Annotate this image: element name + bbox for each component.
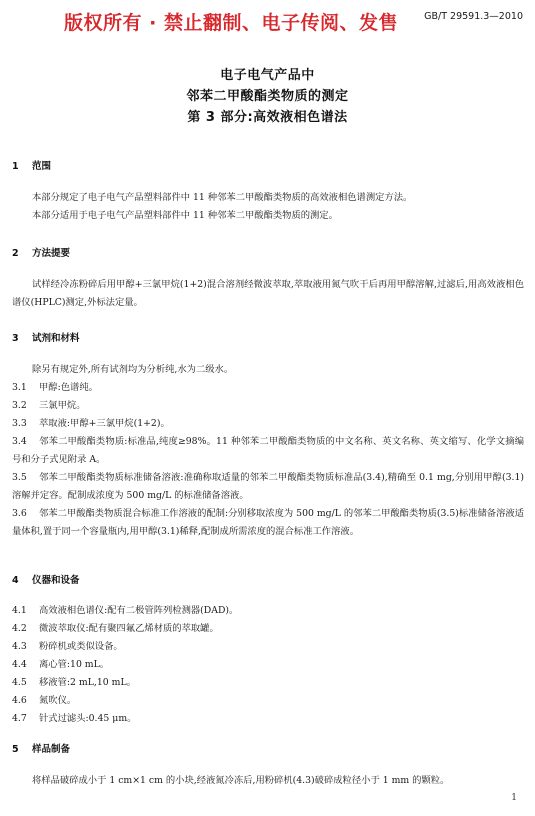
section-number: 1 — [12, 161, 19, 172]
list-item-3-3 — [12, 415, 524, 433]
standard-number: GB/T 29591.3—2010 — [424, 11, 523, 22]
section-5-heading — [12, 741, 70, 755]
item-text: 三氯甲烷。 — [39, 400, 86, 411]
item-text: 粉碎机或类似设备。 — [39, 641, 123, 652]
section-1-heading — [12, 158, 51, 172]
section-1-paragraph-1: 本部分规定了电子电气产品塑料部件中 11 种邻苯二甲酸酯类物质的高效液相色谱测定方法。 — [32, 192, 413, 203]
list-item-4-3 — [12, 638, 524, 656]
section-5-paragraph-1: 将样品破碎成小于 1 cm×1 cm 的小块,经液氮冷冻后,用粉碎机(4.3)破碎成粒径小于 1 mm 的颗粒。 — [32, 775, 450, 786]
section-1-paragraph-2: 本部分适用于电子电气产品塑料部件中 11 种邻苯二甲酸酯类物质的测定。 — [32, 210, 338, 221]
item-number: 3.5 — [12, 472, 27, 483]
item-text: 邻苯二甲酸酯类物质标准储备溶液:准确称取适量的邻苯二甲酸酯类物质标准品(3.4),精确至 0.1 mg,分别用甲醇(3.1)溶解并定容。配制成浓度为 500 mg/L 的标准储备溶液。 — [12, 472, 524, 501]
list-item-3-2 — [12, 397, 524, 415]
item-number: 3.1 — [12, 382, 27, 393]
title-line-3: 第 3 部分:高效液相色谱法 — [187, 110, 348, 125]
section-number: 5 — [12, 744, 19, 755]
list-item-4-6 — [12, 692, 524, 710]
section-3-heading — [12, 330, 80, 344]
item-text: 甲醇:色谱纯。 — [39, 382, 98, 393]
item-number: 4.1 — [12, 605, 27, 616]
list-item-3-1 — [12, 379, 524, 397]
section-4-heading — [12, 572, 80, 586]
section-title: 范围 — [32, 161, 52, 172]
section-2-heading — [12, 245, 70, 259]
list-item-4-4 — [12, 656, 524, 674]
list-item-4-5 — [12, 674, 524, 692]
list-item-3-4 — [12, 433, 524, 469]
item-text: 移液管:2 mL,10 mL。 — [39, 677, 136, 688]
item-text: 离心管:10 mL。 — [39, 659, 110, 670]
item-text: 高效液相色谱仪:配有二极管阵列检测器(DAD)。 — [39, 605, 239, 616]
list-item-3-5 — [12, 469, 524, 505]
item-number: 4.3 — [12, 641, 27, 652]
item-number: 3.2 — [12, 400, 27, 411]
item-number: 4.5 — [12, 677, 27, 688]
section-2-paragraph-1: 试样经冷冻粉碎后用甲醇+三氯甲烷(1+2)混合溶剂经微波萃取,萃取液用氮气吹干后再用甲醇溶解,过滤后,用高效液相色谱仪(HPLC)测定,外标法定量。 — [12, 279, 524, 308]
item-text: 微波萃取仪:配有聚四氟乙烯材质的萃取罐。 — [39, 623, 219, 634]
section-3-paragraph-1: 除另有规定外,所有试剂均为分析纯,水为二级水。 — [32, 364, 234, 375]
list-item-3-6 — [12, 505, 524, 541]
list-item-4-7 — [12, 710, 524, 728]
item-number: 4.6 — [12, 695, 27, 706]
section-title: 仪器和设备 — [32, 575, 80, 586]
item-text: 邻苯二甲酸酯类物质混合标准工作溶液的配制:分别移取浓度为 500 mg/L 的邻苯二甲酸酯类物质(3.5)标准储备溶液适量体积,置于同一个容量瓶内,用甲醇(3.1)稀释,配制成所需浓度的混合标准工作溶液。 — [12, 508, 524, 537]
item-number: 4.2 — [12, 623, 27, 634]
item-number: 4.4 — [12, 659, 27, 670]
page-number: 1 — [511, 793, 517, 803]
item-number: 3.6 — [12, 508, 27, 519]
item-text: 氮吹仪。 — [39, 695, 77, 706]
document-title — [0, 65, 535, 128]
item-number: 3.4 — [12, 436, 27, 447]
section-number: 2 — [12, 248, 19, 259]
section-number: 3 — [12, 333, 19, 344]
list-item-4-2 — [12, 620, 524, 638]
list-item-4-1 — [12, 602, 524, 620]
item-number: 3.3 — [12, 418, 27, 429]
item-text: 萃取液:甲醇+三氯甲烷(1+2)。 — [39, 418, 170, 429]
section-title: 方法提要 — [32, 248, 71, 259]
section-title: 试剂和材料 — [32, 333, 80, 344]
section-title: 样品制备 — [32, 744, 71, 755]
item-text: 针式过滤头:0.45 μm。 — [39, 713, 137, 724]
title-line-2: 邻苯二甲酸酯类物质的测定 — [186, 89, 349, 104]
item-number: 4.7 — [12, 713, 27, 724]
section-number: 4 — [12, 575, 19, 586]
copyright-watermark: 版权所有 · 禁止翻制、电子传阅、发售 — [64, 12, 398, 34]
item-text: 邻苯二甲酸酯类物质:标准品,纯度≥98%。11 种邻苯二甲酸酯类物质的中文名称、英文名称、英文缩写、化学文摘编号和分子式见附录 A。 — [12, 436, 524, 465]
title-line-1: 电子电气产品中 — [220, 68, 315, 83]
